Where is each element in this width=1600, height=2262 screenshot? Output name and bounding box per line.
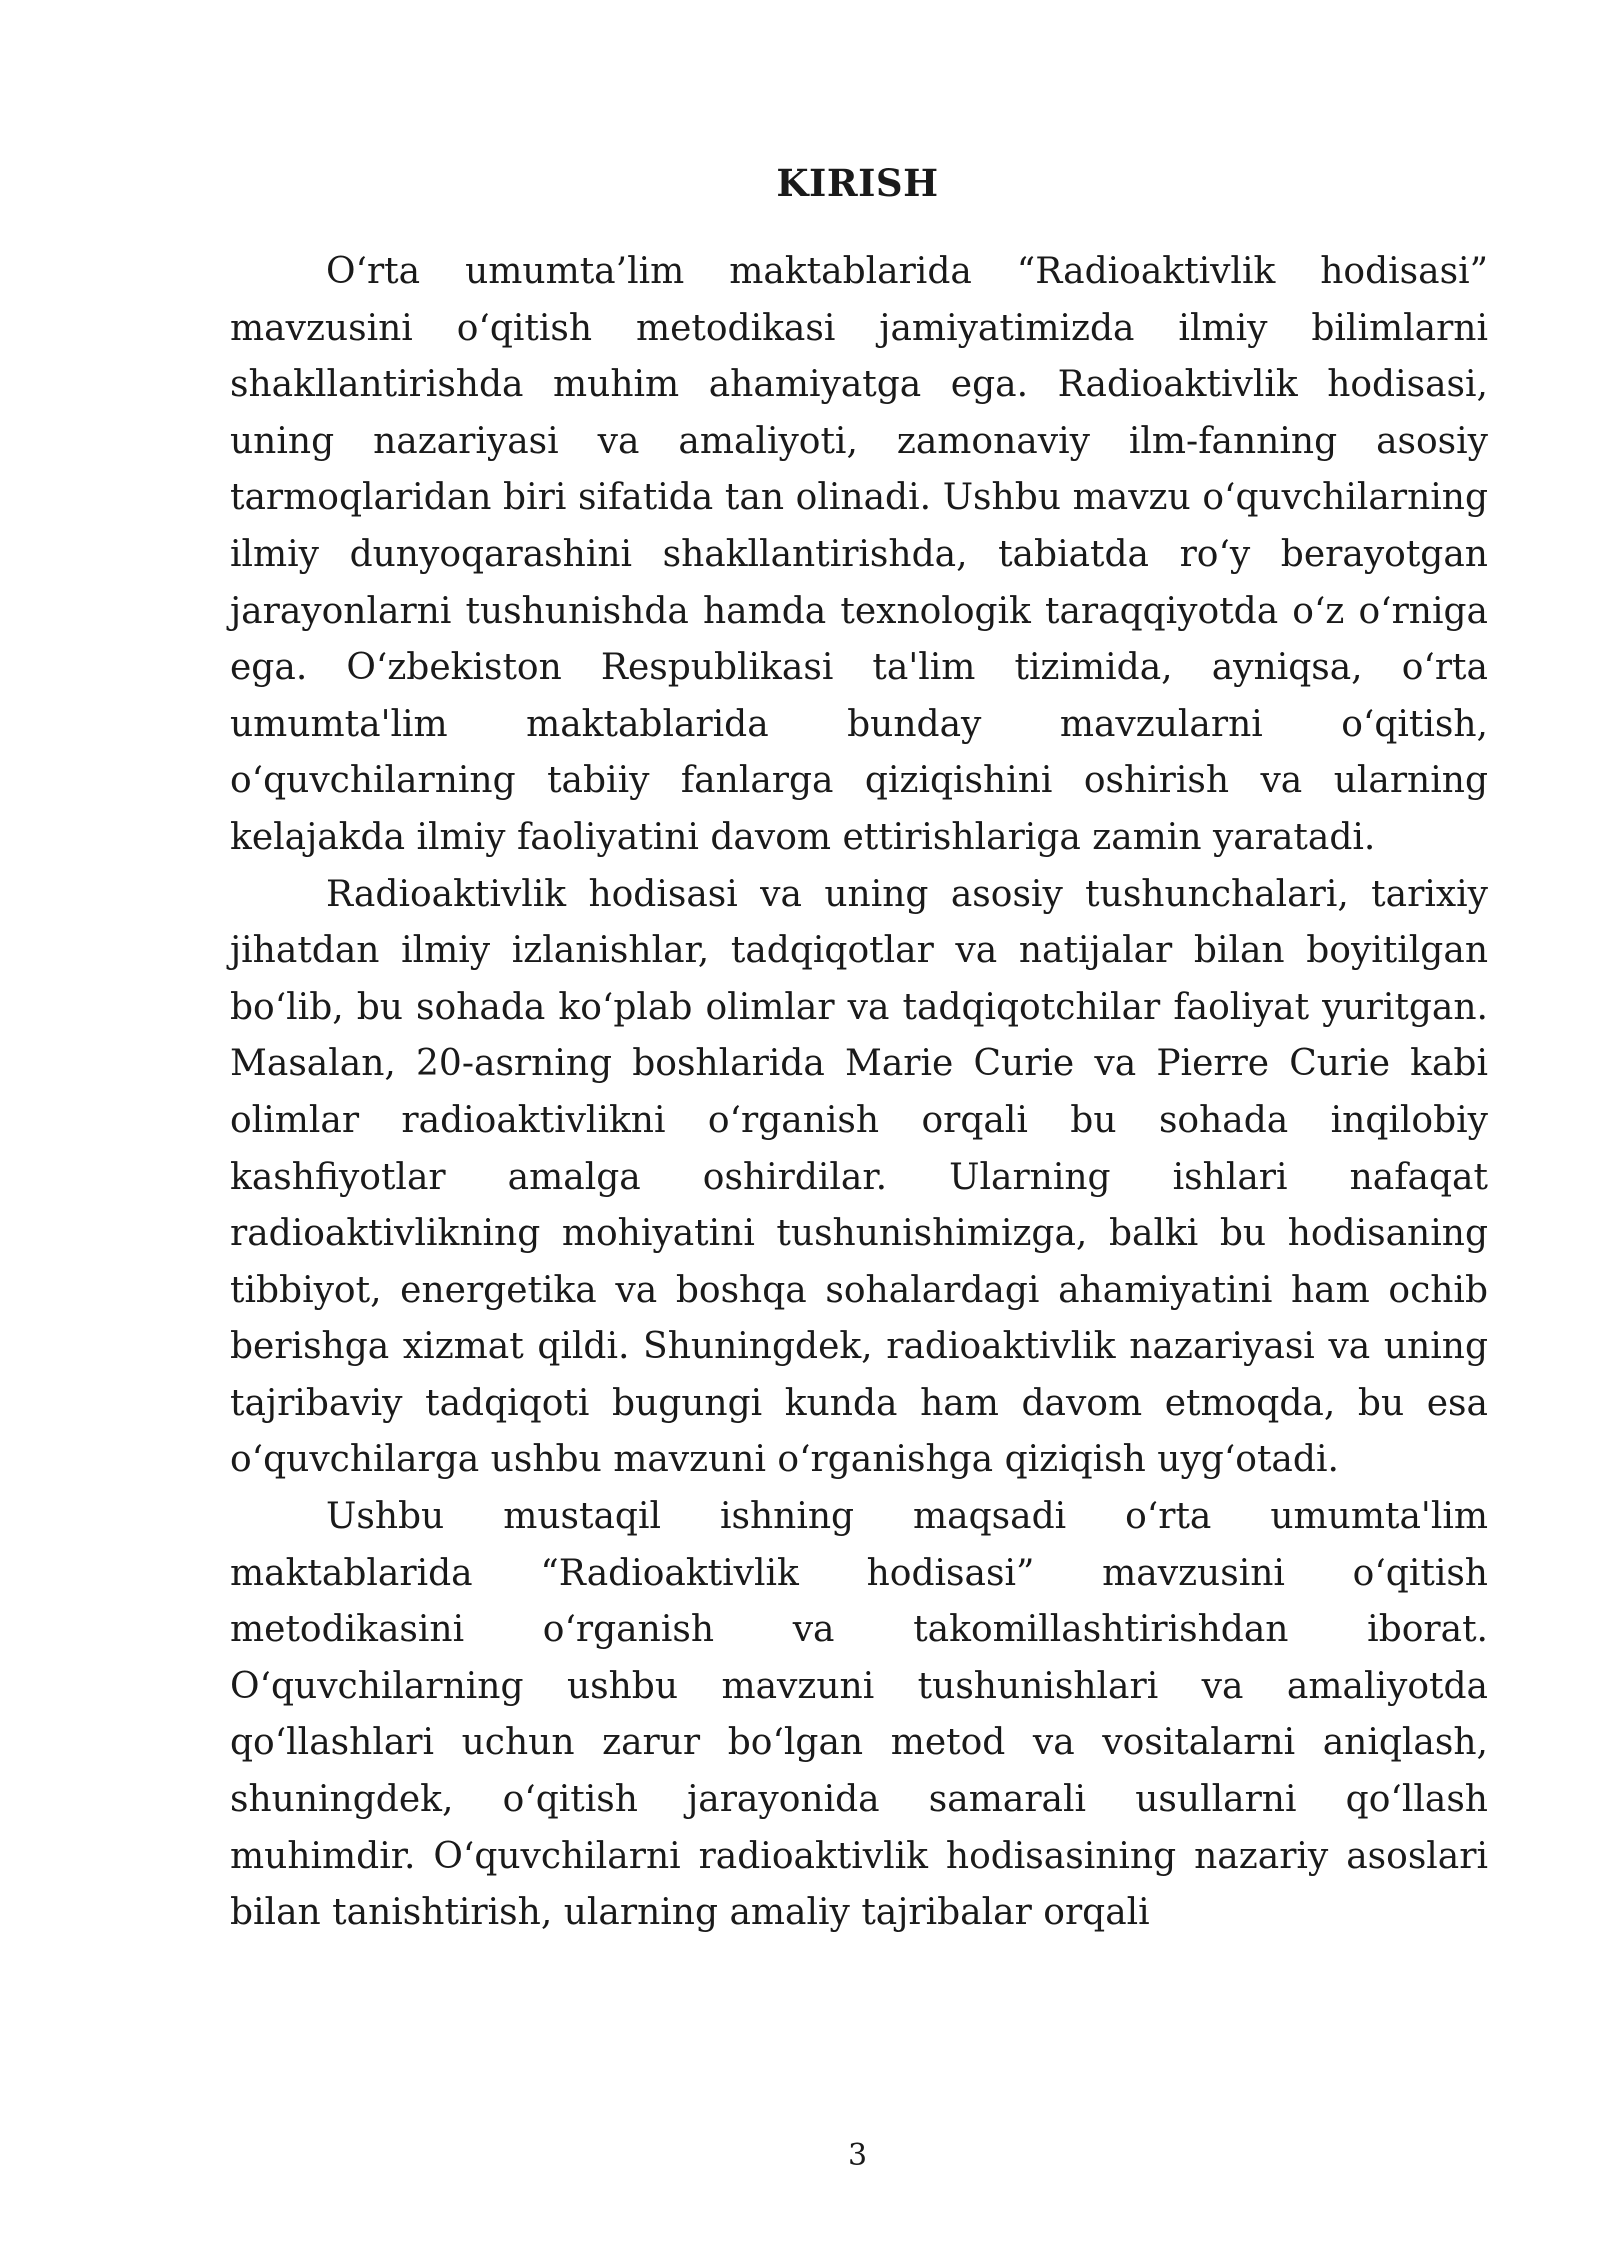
paragraph-1: O‘rta umumta’lim maktablarida “Radioaktivlik hodisasi” mavzusini o‘qitish metodikasi jamiyatimizda ilmiy bilimlarni shakllantirishda muhim ahamiyatga ega. Radioaktivlik hodisasi, uning nazariyasi va amaliyoti, zamonaviy ilm-fanning asosiy tarmoqlaridan biri sifatida tan olinadi. Ushbu mavzu o‘quvchilarning ilmiy dunyoqarashini shakllantirishda, tabiatda ro‘y berayotgan jarayonlarni tushunishda hamda texnologik taraqqiyotda o‘z o‘rniga ega. O‘zbekiston Respublikasi ta'lim tizimida, ayniqsa, o‘rta umumta'lim maktablarida bunday mavzularni o‘qitish, o‘quvchilarning tabiiy fanlarga qiziqishini oshirish va ularning kelajakda ilmiy faoliyatini davom ettirishlariga zamin yaratadi.: [230, 251, 1488, 858]
paragraph-3: Ushbu mustaqil ishning maqsadi o‘rta umumta'lim maktablarida “Radioaktivlik hodisasi” mavzusini o‘qitish metodikasini o‘rganish va takomillashtirishdan iborat. O‘quvchilarning ushbu mavzuni tushunishlari va amaliyotda qo‘llashlari uchun zarur bo‘lgan metod va vositalarni aniqlash, shuningdek, o‘qitish jarayonida samarali usullarni qo‘llash muhimdir. O‘quvchilarni radioaktivlik hodisasining nazariy asoslari bilan tanishtirish, ularning amaliy tajribalar orqali: [230, 1496, 1488, 1934]
page-number: 3: [847, 2138, 868, 2173]
paragraph-2: Radioaktivlik hodisasi va uning asosiy tushunchalari, tarixiy jihatdan ilmiy izlanishlar, tadqiqotlar va natijalar bilan boyitilgan bo‘lib, bu sohada ko‘plab olimlar va tadqiqotchilar faoliyat yuritgan. Masalan, 20-asrning boshlarida Marie Curie va Pierre Curie kabi olimlar radioaktivlikni o‘rganish orqali bu sohada inqilobiy kashfiyotlar amalga oshirdilar. Ularning ishlari nafaqat radioaktivlikning mohiyatini tushunishimizga, balki bu hodisaning tibbiyot, energetika va boshqa sohalardagi ahamiyatini ham ochib berishga xizmat qildi. Shuningdek, radioaktivlik nazariyasi va uning tajribaviy tadqiqoti bugungi kunda ham davom etmoqda, bu esa o‘quvchilarga ushbu mavzuni o‘rganishga qiziqish uyg‘otadi.: [230, 873, 1488, 1481]
document-body: [230, 244, 1488, 1942]
section-title: KIRISH: [776, 161, 939, 205]
